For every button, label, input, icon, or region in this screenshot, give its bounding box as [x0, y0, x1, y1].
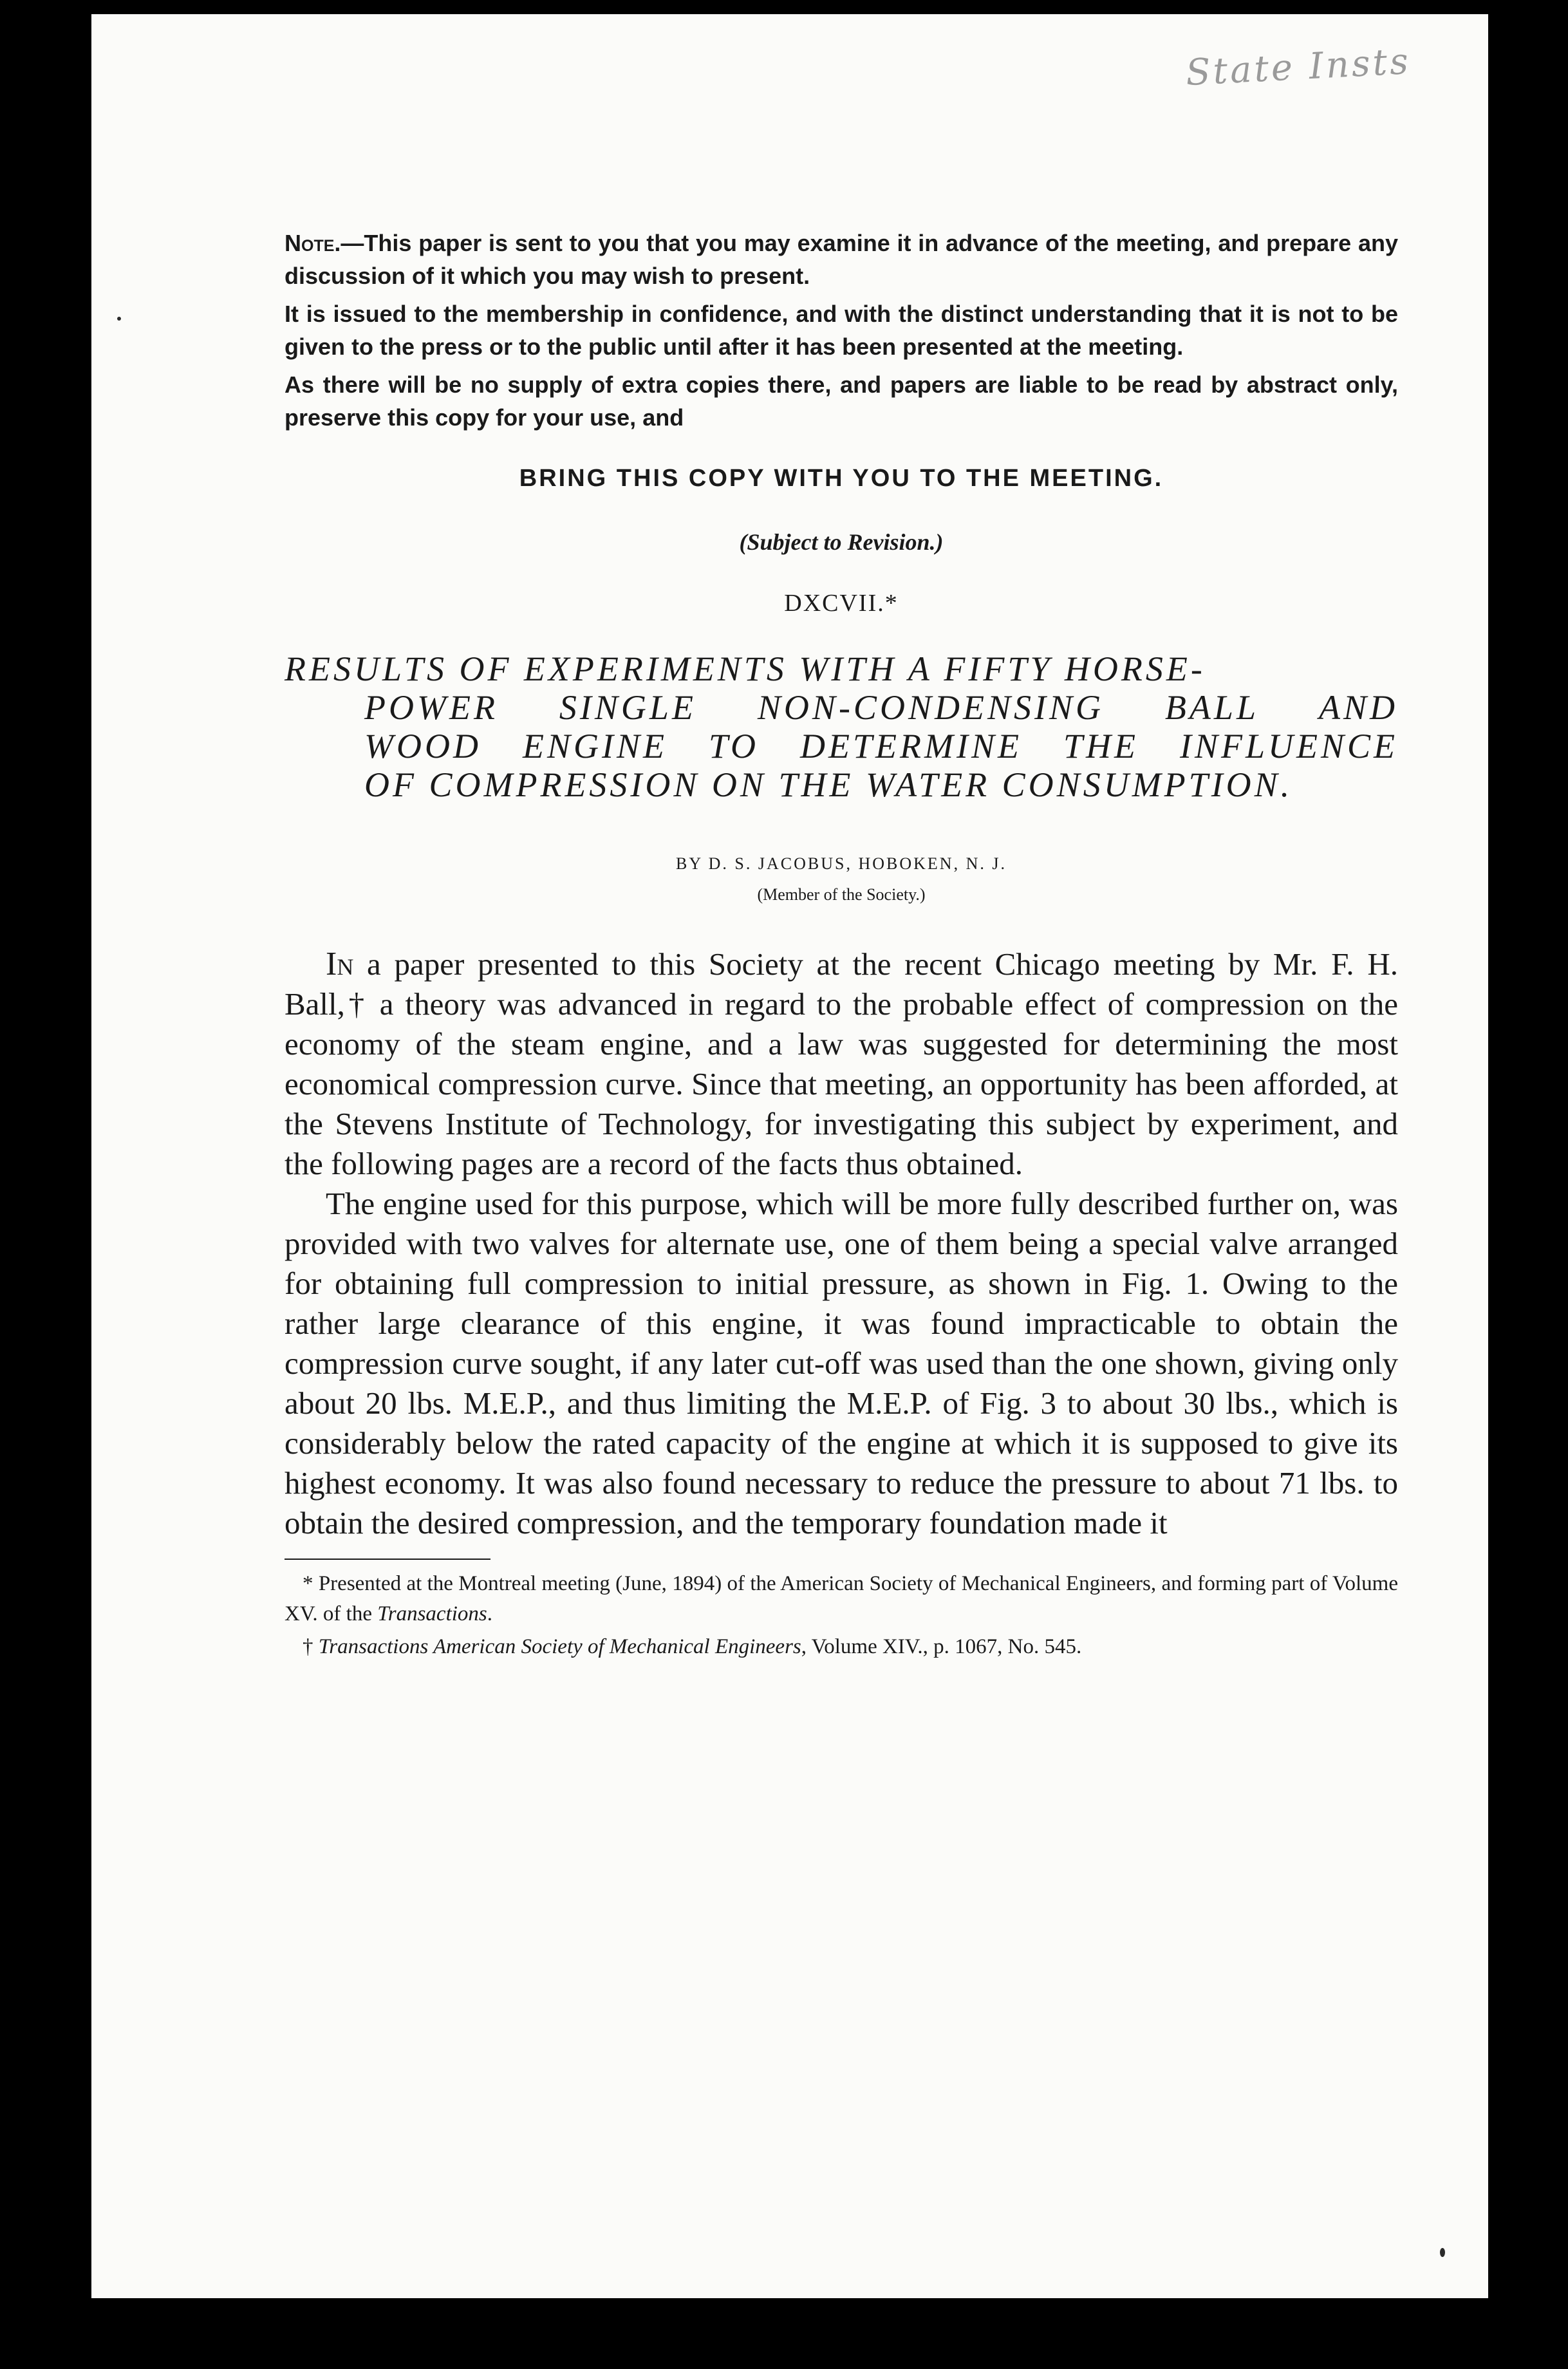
- footnote-2-text: , Volume XIV., p. 1067, No. 545.: [801, 1635, 1082, 1658]
- footnote-2: [285, 1632, 1398, 1662]
- notice-lead: Note.: [285, 230, 341, 256]
- body-paragraph-2: The engine used for this purpose, which will be more fully described further on, was provided with two valves for alternate use, one of them being a special valve arranged for obtaining full compression to initial pressure, as shown in Fig. 1. Owing to the rather large clearance of this engine, it was found impracticable to obtain the compression curve sought, if any later cut-off was used than the one shown, giving only about 20 lbs. M.E.P., and thus limiting the M.E.P. of Fig. 3 to about 30 lbs., which is considerably below the rated capacity of the engine at which it is supposed to give its highest economy. It was also found necessary to reduce the pressure to about 71 lbs. to obtain the desired compression, and the temporary foundation made it: [285, 1186, 1398, 1540]
- handwritten-annotation: State Insts: [1184, 40, 1412, 95]
- footnote-1-italic: Transactions: [377, 1602, 487, 1625]
- body-paragraph-1: [285, 944, 1398, 1184]
- notice-paragraph-3: As there will be no supply of extra copies there, and papers are liable to be read by abstract only, preserve this copy for your use, and: [285, 371, 1398, 431]
- footnote-1-text: * Presented at the Montreal meeting (June, 1894) of the American Society of Mechanical Engineers, and forming part of Volume XV. of the: [285, 1572, 1398, 1625]
- footnote-2-italic: Transactions American Society of Mechanical Engineers: [318, 1635, 801, 1658]
- footnotes: [285, 1569, 1398, 1662]
- notice-text-1: —This paper is sent to you that you may examine it in advance of the meeting, and prepare any discussion of it which you may wish to present.: [285, 230, 1398, 289]
- body-lead-word: In: [326, 946, 354, 982]
- paper-title: [285, 650, 1398, 804]
- footnote-2-mark: †: [303, 1635, 319, 1658]
- title-line-1: RESULTS OF EXPERIMENTS WITH A FIFTY HORSE-: [285, 650, 1206, 688]
- scan-speck: [117, 317, 121, 321]
- member-note: (Member of the Society.): [757, 885, 926, 904]
- body-text: [285, 944, 1398, 1543]
- bring-copy-heading: BRING THIS COPY WITH YOU TO THE MEETING.: [519, 465, 1164, 492]
- advance-notice: [285, 227, 1398, 434]
- body-text-1: a paper presented to this Society at the recent Chicago meeting by Mr. F. H. Ball,† a theory was advanced in regard to the probable effect of compression on the economy of the steam engine, and a law was suggested for determining the most economical compression curve. Since that meeting, an opportunity has been afforded, at the Stevens Institute of Technology, for investigating this subject by experiment, and the following pages are a record of the facts thus obtained.: [285, 946, 1398, 1181]
- footnote-rule: [285, 1559, 490, 1560]
- notice-paragraph-1: [285, 227, 1398, 292]
- author-byline: BY D. S. JACOBUS, HOBOKEN, N. J.: [676, 854, 1007, 873]
- subject-to-revision: (Subject to Revision.): [739, 529, 944, 555]
- paper-number: DXCVII.*: [784, 590, 899, 617]
- title-line-3: WOOD ENGINE TO DETERMINE THE INFLUENCE: [364, 727, 1398, 765]
- document-page: [91, 14, 1488, 2298]
- scan-speck: [1440, 2248, 1445, 2257]
- footnote-1: [285, 1569, 1398, 1629]
- page-content: [285, 227, 1398, 1665]
- title-line-4: OF COMPRESSION ON THE WATER CONSUMPTION.: [364, 765, 1293, 804]
- notice-paragraph-2: It is issued to the membership in confidence, and with the distinct understanding that it is not to be given to the press or to the public until after it has been presented at the meeting.: [285, 301, 1398, 360]
- title-line-2: POWER SINGLE NON-CONDENSING BALL AND: [364, 688, 1398, 727]
- footnote-1-end: .: [487, 1602, 493, 1625]
